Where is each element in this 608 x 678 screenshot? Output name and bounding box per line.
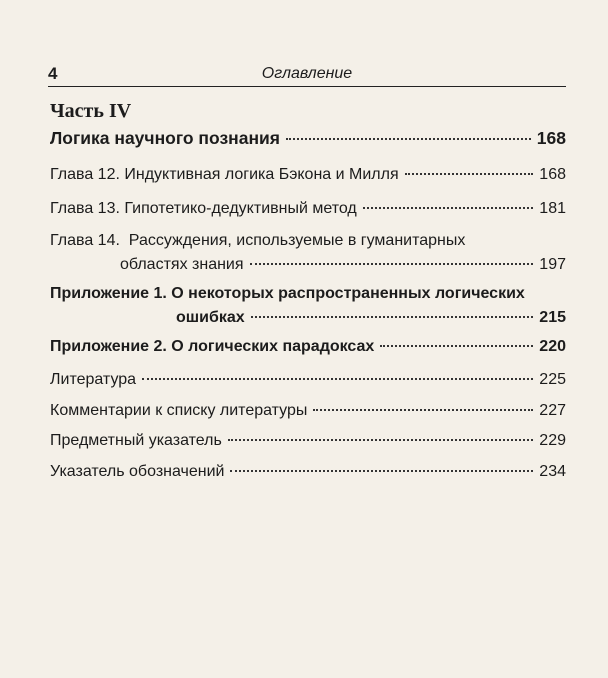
toc-appendix-title-cont: ошибках [176, 309, 245, 326]
toc-page-number: 220 [539, 338, 566, 355]
running-title: Оглавление [261, 65, 353, 82]
toc-entry-chapter-14-line2 [50, 256, 566, 274]
toc-entry-title: Литература [50, 371, 137, 388]
toc-entry-prefix: Глава 12. [50, 166, 120, 183]
dot-leader [286, 138, 531, 140]
toc-page-number: 181 [539, 200, 566, 217]
toc-entry-literature-comments [50, 402, 566, 420]
toc-entry-literature [50, 371, 566, 389]
toc-page-number: 227 [539, 402, 566, 419]
toc-entry-chapter-14-line1 [50, 232, 465, 250]
toc-appendix-2 [50, 338, 566, 356]
dot-leader [405, 173, 534, 175]
toc-entry-title: Гипотетико-дедуктивный метод [124, 200, 357, 217]
dot-leader [228, 439, 533, 441]
toc-appendix-1-line1 [50, 285, 525, 303]
dot-leader [380, 345, 533, 347]
dot-leader [230, 470, 533, 472]
toc-appendix-title: Приложение 1. О некоторых распространенных логических [50, 285, 525, 302]
dot-leader [251, 316, 534, 318]
toc-entry-title: Предметный указатель [50, 432, 222, 449]
toc-entry-prefix: Глава 13. [50, 200, 120, 217]
toc-entry-prefix: Глава 14. [50, 232, 120, 249]
dot-leader [142, 378, 533, 380]
toc-entry-title: Индуктивная логика Бэкона и Милля [124, 166, 399, 183]
toc-page-number: 215 [539, 309, 566, 326]
dot-leader [313, 409, 533, 411]
toc-part-title-text: Логика научного познания [50, 128, 281, 148]
toc-entry-chapter-13 [50, 200, 566, 218]
toc-entry-title: Рассуждения, используемые в гуманитарных [128, 232, 466, 249]
toc-entry-title-cont: областях знания [120, 256, 244, 273]
toc-page-number: 225 [539, 371, 566, 388]
dot-leader [363, 207, 534, 209]
toc-part-title [50, 128, 566, 149]
toc-entry-subject-index [50, 432, 566, 450]
page-number: 4 [48, 64, 58, 83]
toc-entry-notation-index [50, 463, 566, 481]
toc-appendix-title: Приложение 2. О логических парадоксах [50, 338, 375, 355]
toc-page-number: 234 [539, 463, 566, 480]
dot-leader [250, 263, 534, 265]
part-label: Часть IV [50, 100, 132, 122]
toc-page-number: 168 [539, 166, 566, 183]
toc-entry-title: Указатель обозначений [50, 463, 225, 480]
toc-page-number: 197 [539, 256, 566, 273]
toc-page-number: 229 [539, 432, 566, 449]
toc-entry-title: Комментарии к списку литературы [50, 402, 308, 419]
page-header [48, 64, 566, 87]
toc-appendix-1-line2 [50, 309, 566, 327]
toc-entry-chapter-12 [50, 166, 566, 184]
toc-page-number: 168 [536, 128, 566, 148]
